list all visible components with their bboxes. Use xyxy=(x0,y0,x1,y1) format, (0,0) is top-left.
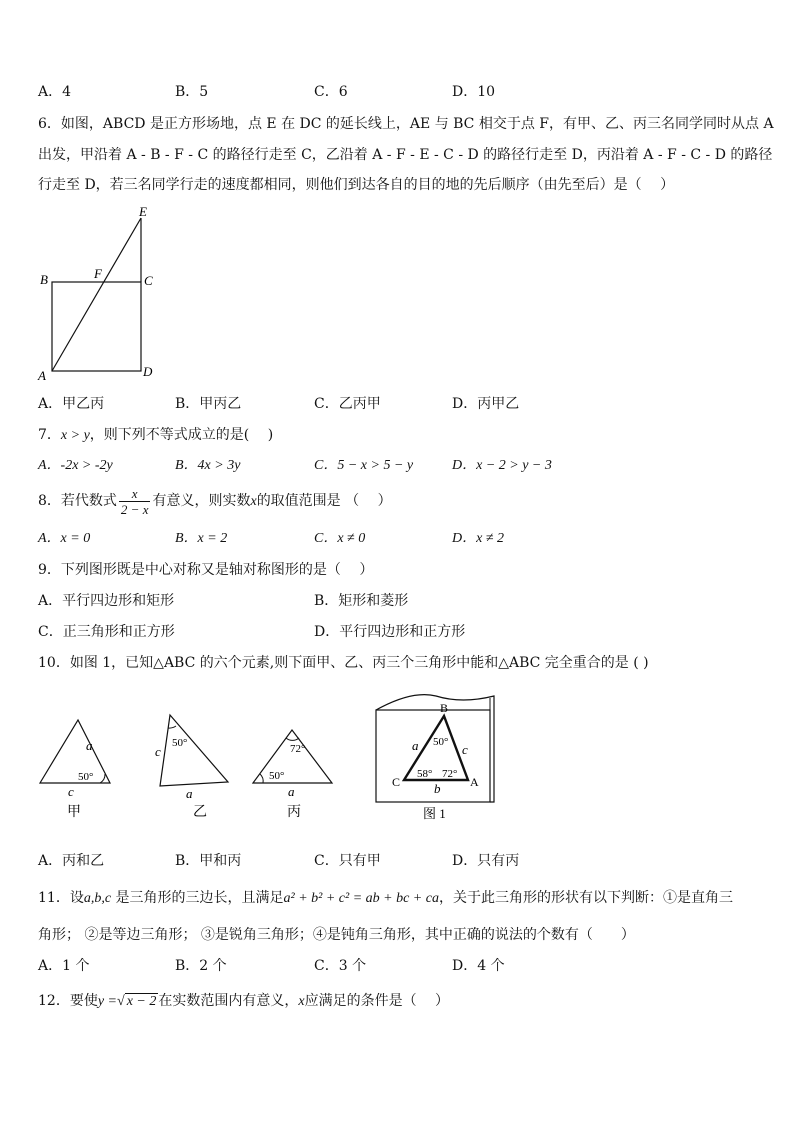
fig1-label-b: B xyxy=(440,701,449,715)
q8-suffix: 的取值范围是 （ ） xyxy=(256,493,392,509)
q8-prefix: 8．若代数式 xyxy=(38,493,117,509)
fig1-angle-a: 72° xyxy=(442,768,458,780)
q7-option-c: C．5 − x > 5 − y xyxy=(314,458,414,473)
q11-option-b: B．2 个 xyxy=(175,958,227,974)
q9-option-c: C．正三角形和正方形 xyxy=(38,624,175,640)
yi-label-a: a xyxy=(186,786,193,801)
jia-label-a: a xyxy=(86,738,93,753)
q8-option-c: C．x ≠ 0 xyxy=(314,531,366,546)
yi-caption: 乙 xyxy=(193,805,207,820)
segment-ae xyxy=(52,218,141,371)
jia-angle: 50° xyxy=(78,771,94,783)
fig1-side-c: c xyxy=(462,742,468,757)
fig1-label-c: C xyxy=(392,775,401,789)
q5-option-c: C．6 xyxy=(314,84,348,100)
q6-text-line1: 6．如图，ABCD 是正方形场地，点 E 在 DC 的延长线上，AE 与 BC 相交于点 F，有甲、乙、丙三名同学同时从点 A xyxy=(38,116,774,132)
q7-suffix: ，则下列不等式成立的是( ) xyxy=(89,427,274,443)
angle-arc-bing-left xyxy=(260,774,263,783)
angle-arc-yi xyxy=(168,726,176,728)
label-f: F xyxy=(94,266,102,281)
angle-arc-jia xyxy=(100,774,105,783)
q12-sqrt: √ x − 2 xyxy=(117,994,157,1009)
q10-option-a: A．丙和乙 xyxy=(38,853,105,869)
q9-option-b: B．矩形和菱形 xyxy=(314,593,409,609)
q10-figure-jia xyxy=(30,710,130,825)
q6-text-line2: 出发，甲沿着 A - B - F - C 的路径行走至 C，乙沿着 A - F - E - C - D 的路径行走至 D，丙沿着 A - F - C - D 的路径 xyxy=(38,147,773,163)
q9-option-d: D．平行四边形和正方形 xyxy=(314,624,466,640)
q8-option-a: A．x = 0 xyxy=(38,531,91,546)
q6-square-figure xyxy=(30,200,170,385)
q10-stem: 10．如图 1，已知△ABC 的六个元素,则下面甲、乙、丙三个三角形中能和△ABC 完全重合的是 ( ) xyxy=(38,655,649,671)
q11-equation: a² + b² + c² = ab + bc + ca xyxy=(283,891,439,906)
q5-option-d: D．10 xyxy=(452,84,496,100)
q8-option-d: D．x ≠ 2 xyxy=(452,531,505,546)
triangle-bing xyxy=(253,730,332,783)
q6-option-b: B．甲丙乙 xyxy=(175,396,242,412)
q11-prefix: 11．设 xyxy=(38,890,84,906)
q11-option-c: C．3 个 xyxy=(314,958,367,974)
q7-condition: x > y xyxy=(60,428,90,443)
q6-option-a: A．甲乙丙 xyxy=(38,396,105,412)
q7-option-d: D．x − 2 > y − 3 xyxy=(452,458,552,473)
q8-frac-numerator: x xyxy=(119,486,151,502)
q8-fraction xyxy=(119,486,151,517)
yi-angle: 50° xyxy=(172,737,188,749)
angle-arc-bing-top xyxy=(286,738,299,740)
jia-label-c: c xyxy=(68,784,74,799)
q10-option-d: D．只有丙 xyxy=(452,853,520,869)
label-b: B xyxy=(40,272,48,287)
q11-suffix: ，关于此三角形的形状有以下判断：①是直角三 xyxy=(438,890,733,906)
fig1-angle-c: 58° xyxy=(417,768,433,780)
q11-stem-line1 xyxy=(38,888,733,909)
q9-option-a: A．平行四边形和矩形 xyxy=(38,593,175,609)
q12-radicand: x − 2 xyxy=(126,994,157,1009)
q10-option-c: C．只有甲 xyxy=(314,853,381,869)
triangle-jia xyxy=(40,720,110,783)
bing-angle-50: 50° xyxy=(269,770,285,782)
q12-stem xyxy=(38,991,449,1012)
q12-prefix: 12．要使 xyxy=(38,993,98,1009)
q8-middle: 有意义，则实数 xyxy=(152,493,251,509)
q11-option-d: D．4 个 xyxy=(452,958,505,974)
q5-option-a: A．4 xyxy=(38,84,72,100)
q8-var: x xyxy=(250,494,257,509)
q12-suffix: 应满足的条件是（ ） xyxy=(304,993,450,1009)
q6-option-d: D．丙甲乙 xyxy=(452,396,520,412)
q10-figure-1 xyxy=(372,690,502,830)
fig1-side-a: a xyxy=(412,738,419,753)
q8-option-b: B．x = 2 xyxy=(175,531,228,546)
q6-text-line3: 行走至 D，若三名同学行走的速度都相同，则他们到达各自的目的地的先后顺序（由先至后）是（ ） xyxy=(38,177,675,193)
q12-lhs: y = xyxy=(97,994,117,1009)
q10-figure-yi xyxy=(150,710,260,825)
fig1-caption: 图 1 xyxy=(423,806,446,821)
q11-vars: a,b,c xyxy=(83,891,112,906)
q12-var: x xyxy=(298,994,305,1009)
bing-label-a: a xyxy=(288,784,295,799)
bing-angle-72: 72° xyxy=(290,743,306,755)
label-e: E xyxy=(139,204,147,219)
q7-option-a: A．-2x > -2y xyxy=(38,458,113,473)
q5-option-b: B．5 xyxy=(175,84,209,100)
fig1-angle-b: 50° xyxy=(433,736,449,748)
label-a: A xyxy=(38,368,46,383)
jia-caption: 甲 xyxy=(67,805,81,820)
fig1-label-a: A xyxy=(470,775,479,789)
q6-option-c: C．乙丙甲 xyxy=(314,396,381,412)
label-d: D xyxy=(143,364,153,379)
label-c: C xyxy=(144,273,153,288)
fig1-side-b: b xyxy=(434,781,441,796)
q7-prefix: 7． xyxy=(38,427,61,443)
bing-caption: 丙 xyxy=(287,805,301,820)
q11-mid: 是三角形的三边长，且满足 xyxy=(111,890,284,906)
q10-option-b: B．甲和丙 xyxy=(175,853,242,869)
q11-option-a: A．1 个 xyxy=(38,958,90,974)
q12-mid: 在实数范围内有意义， xyxy=(158,993,299,1009)
q9-stem: 9．下列图形既是中心对称又是轴对称图形的是（ ） xyxy=(38,562,374,578)
q8-stem xyxy=(38,484,392,519)
q8-frac-denominator: 2 − x xyxy=(120,501,149,517)
q10-figure-bing xyxy=(245,710,345,825)
triangle-yi xyxy=(160,715,228,786)
q11-stem-line2: 角形； ②是等边三角形； ③是锐角三角形；④是钝角三角形，其中正确的说法的个数有（ ） xyxy=(38,927,635,943)
yi-label-c: c xyxy=(155,744,161,759)
q7-stem xyxy=(38,425,273,446)
q7-option-b: B．4x > 3y xyxy=(175,458,241,473)
